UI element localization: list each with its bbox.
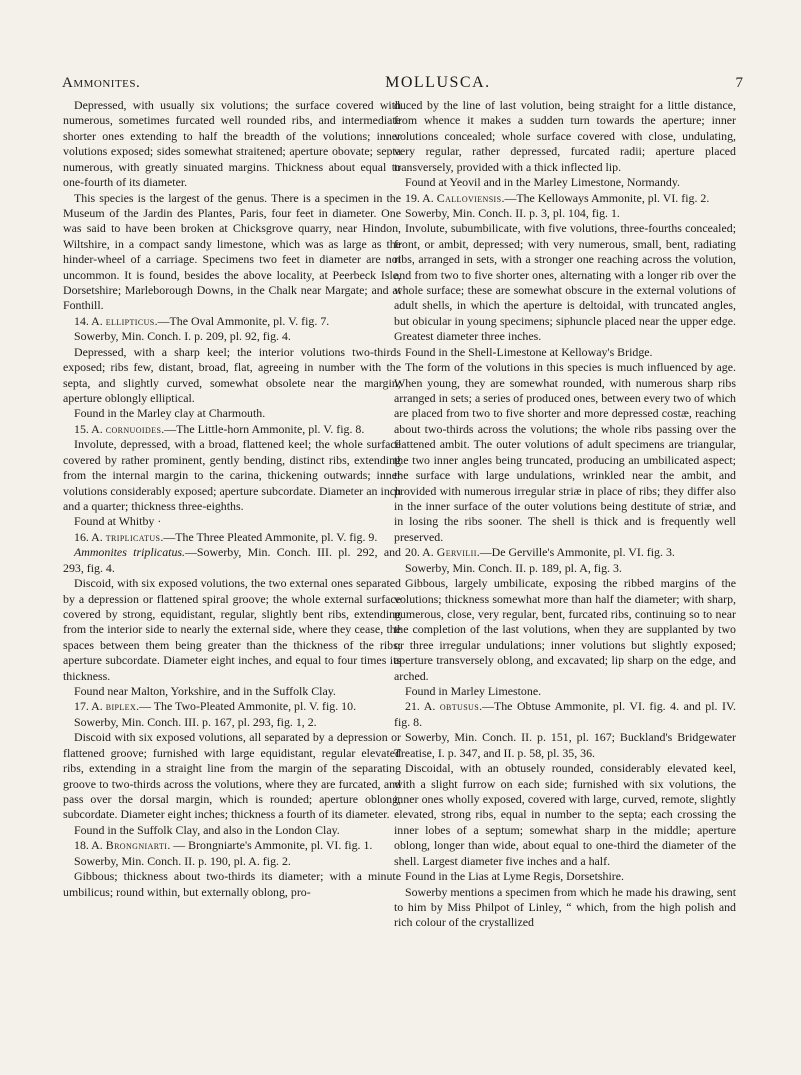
locality: Found in the Marley clay at Charmouth. bbox=[74, 406, 266, 421]
note: The form of the volutions in this species is much influenced by age. When young, they are somewhat rounded, with numerous sharp ribs arranged in sets; a series of produced ones, between every two of which are placed from two to five shorter and more depressed costæ, reaching about two-thirds across the volutions; the whole ribs passing over the flattened ambit. The outer volutions of adult specimens are triangular, the two inner angles being truncated, producing an umbilicated aspect; the surface with large undulations, wrinkled near the ambit, and provided with numerous irregular striæ in place of ribs; they differ also in the inner surface of the outer volutions being destitute of striæ, and in losing the ribs sooner. The shell is thick and is frequently well preserved. bbox=[394, 360, 736, 544]
entry-title: .—The Obtuse Ammonite, pl. VI. fig. 4. and pl. IV. fig. 8. bbox=[394, 699, 736, 729]
entry-title: .—The Oval Ammonite, pl. V. fig. 7. bbox=[154, 313, 330, 328]
entry-number: 15. A. bbox=[74, 421, 103, 436]
species-name: biplex bbox=[105, 699, 137, 714]
reference: Sowerby, Min. Conch. III. p. 167, pl. 293, fig. 1, 2. bbox=[74, 714, 317, 729]
entry-title: .—De Gerville's Ammonite, pl. VI. fig. 3. bbox=[476, 545, 675, 560]
species-name: obtusus bbox=[439, 699, 480, 714]
running-header bbox=[62, 74, 743, 98]
species-entry-heading bbox=[394, 191, 736, 206]
page-number: 7 bbox=[735, 75, 743, 91]
entry-title: .—The Three Pleated Ammonite, pl. V. fig. 9. bbox=[160, 529, 378, 544]
reference-text: —Sowerby, Min. Conch. III. pl. 292, and 293, fig. 4. bbox=[63, 545, 402, 575]
paragraph: This species is the largest of the genus. There is a specimen in the Museum of the Jardin des Plantes, Paris, four feet in diameter. One was said to have been broken at Chicksgrove quarry, near Hindon, Wiltshire, in a compact sandy limestone, which was as large as the hinder-wheel of a carriage. Specimens two feet in diameter are not uncommon. It is found, besides the above locality, at Peerbeck Isle, Dorsetshire; Marleborough Downs, in the Chalk near Margate; and at Fonthill. bbox=[63, 190, 401, 313]
paragraph: Depressed, with usually six volutions; the surface covered with numerous, sometimes furcated well rounded ribs, and intermediate shorter ones extending to half the breadth of the volutions; inner volutions exposed; sides somewhat straitened; aperture obovate; septa numerous, with greatly sinuated margins. Thickness about equal to one-fourth of its diameter. bbox=[63, 98, 401, 190]
species-name: Calloviensis bbox=[436, 190, 502, 205]
species-entry-heading bbox=[63, 838, 401, 853]
entry-number: 14. A. bbox=[74, 313, 103, 328]
header-section-title: Ammonites. bbox=[62, 75, 141, 91]
description: Depressed, with a sharp keel; the interior volutions two-thirds exposed; ribs few, distant, broad, flat, agreeing in number with the septa, and slightly curved, somewhat obsolete near the margin; aperture oblongly elliptical. bbox=[63, 344, 401, 406]
description: Involute, subumbilicate, with five volutions, three-fourths concealed; front, or ambit, depressed; with very numerous, small, bent, radiating ribs, arranged in sets, with a stronger one reaching across the volution, and from two to five shorter ones, alternating with a longer rib over the whole surface; these are somewhat obscure in the external volutions of adult shells, in which the aperture is deltoidal, with truncated angles, but obicular in young specimens; siphuncle placed near the upper edge. Greatest diameter three inches. bbox=[394, 221, 736, 344]
reference: Sowerby, Min. Conch. II. p. 189, pl. A, fig. 3. bbox=[405, 560, 622, 575]
locality: Found in the Suffolk Clay, and also in the London Clay. bbox=[74, 822, 340, 837]
species-entry-heading bbox=[63, 314, 401, 329]
header-book-title: MOLLUSCA. bbox=[385, 74, 491, 91]
synonym: Ammonites triplicatus. bbox=[74, 545, 185, 560]
species-name: Brongniarti bbox=[105, 838, 168, 853]
locality: Found at Yeovil and in the Marley Limestone, Normandy. bbox=[405, 175, 680, 190]
reference: Sowerby, Min. Conch. II. p. 151, pl. 167; Buckland's Bridgewater Treatise, I. p. 347, and II. p. 58, pl. 35, 36. bbox=[394, 730, 736, 760]
locality: Found in the Lias at Lyme Regis, Dorsetshire. bbox=[405, 869, 624, 884]
entry-title: .—The Kelloways Ammonite, pl. VI. fig. 2. bbox=[501, 190, 710, 205]
entry-number: 16. A. bbox=[74, 529, 103, 544]
left-column bbox=[63, 98, 401, 900]
description: Discoid, with six exposed volutions, the two external ones separated by a depression or flattened spiral groove; the whole external surface covered by strong, equidistant, regular, slightly bent ribs, extending from the interior side to nearly the external side, where they cease, the spaces between them being greater than the thickness of the ribs; aperture subcordate. Diameter eight inches, and equal to four times its thickness. bbox=[63, 576, 401, 683]
description: Discoid with six exposed volutions, all separated by a depression or flattened groove; furnished with large equidistant, regular elevated ribs, extending in a straight line from the margin of the separating groove to two-thirds across the volutions, where they are furcated, and pass over the dorsal margin, which is rounded; aperture oblong, subcordate. Diameter eight inches; thickness a fourth of its diameter. bbox=[63, 730, 401, 822]
description: Gibbous, largely umbilicate, exposing the ribbed margins of the volutions; thickness somewhat more than half the diameter; with sharp, numerous, close, very regular, bent, furcated ribs, continuing so to near the completion of the last volutions, when they are supplanted by two or three irregular undulations; inner volutions but slightly exposed; aperture transversely oblong, and excavated; lip sharp on the edge, and arched. bbox=[394, 576, 736, 683]
description: Gibbous; thickness about two-thirds its diameter; with a minute umbilicus; round within, but externally oblong, pro- bbox=[63, 869, 401, 899]
species-entry-heading bbox=[394, 545, 736, 560]
entry-number: 20. A. bbox=[405, 545, 434, 560]
entry-number: 17. A. bbox=[74, 699, 103, 714]
reference bbox=[63, 545, 401, 576]
entry-number: 19. A. bbox=[405, 190, 434, 205]
locality: Found in Marley Limestone. bbox=[405, 684, 542, 699]
reference: Sowerby, Min. Conch. II. p. 190, pl. A. fig. 2. bbox=[74, 853, 291, 868]
description: Discoidal, with an obtusely rounded, considerably elevated keel, with a slight furrow on each side; furnished with six volutions, the inner ones wholly exposed, covered with large, curved, remote, slightly elevated, strong ribs, equal in number to the septa; each crossing the inner lobes of a septum; somewhat sharp in the middle; aperture oblong, longer than wide, about equal to one-third the diameter of the shell. Largest diameter five inches and a half. bbox=[394, 761, 736, 868]
species-name: Gervilii bbox=[436, 545, 477, 560]
note: Sowerby mentions a specimen from which he made his drawing, sent to him by Miss Philpot of Linley, “ which, from the high polish and rich colour of the crystallized bbox=[394, 884, 736, 930]
species-entry-heading bbox=[394, 699, 736, 730]
entry-title: . — Brongniarte's Ammonite, pl. VI. fig. 1. bbox=[167, 838, 373, 853]
paragraph: duced by the line of last volution, being straight for a little distance, from whence it makes a sudden turn towards the aperture; inner volutions concealed; whole surface covered with close, undulating, very regular, rather depressed, furcated radii; aperture placed transversely, provided with a thick inflected lip. bbox=[394, 98, 736, 174]
entry-number: 18. A. bbox=[74, 838, 103, 853]
locality: Found near Malton, Yorkshire, and in the Suffolk Clay. bbox=[74, 684, 336, 699]
locality: Found in the Shell-Limestone at Kelloway's Bridge. bbox=[405, 344, 653, 359]
species-name: triplicatus bbox=[105, 529, 161, 544]
right-column bbox=[394, 98, 736, 931]
entry-title: .— The Two-Pleated Ammonite, pl. V. fig. 10. bbox=[136, 699, 357, 714]
species-entry-heading bbox=[63, 530, 401, 545]
species-entry-heading bbox=[63, 699, 401, 714]
locality: Found at Whitby · bbox=[74, 514, 162, 529]
species-entry-heading bbox=[63, 422, 401, 437]
species-name: ellipticus bbox=[105, 313, 155, 328]
description: Involute, depressed, with a broad, flattened keel; the whole surface covered by rather prominent, gently bending, distinct ribs, extending from the internal margin to the carina, thickening outwards; inner volutions considerably exposed; aperture subcordate. Diameter an inch and a quarter; thickness three-eighths. bbox=[63, 437, 401, 513]
entry-title: .—The Little-horn Ammonite, pl. V. fig. 8. bbox=[161, 421, 365, 436]
species-name: cornuoides bbox=[105, 421, 162, 436]
reference: Sowerby, Min. Conch. I. p. 209, pl. 92, fig. 4. bbox=[74, 329, 291, 344]
entry-number: 21. A. bbox=[405, 699, 436, 714]
reference: Sowerby, Min. Conch. II. p. 3, pl. 104, fig. 1. bbox=[405, 205, 620, 220]
